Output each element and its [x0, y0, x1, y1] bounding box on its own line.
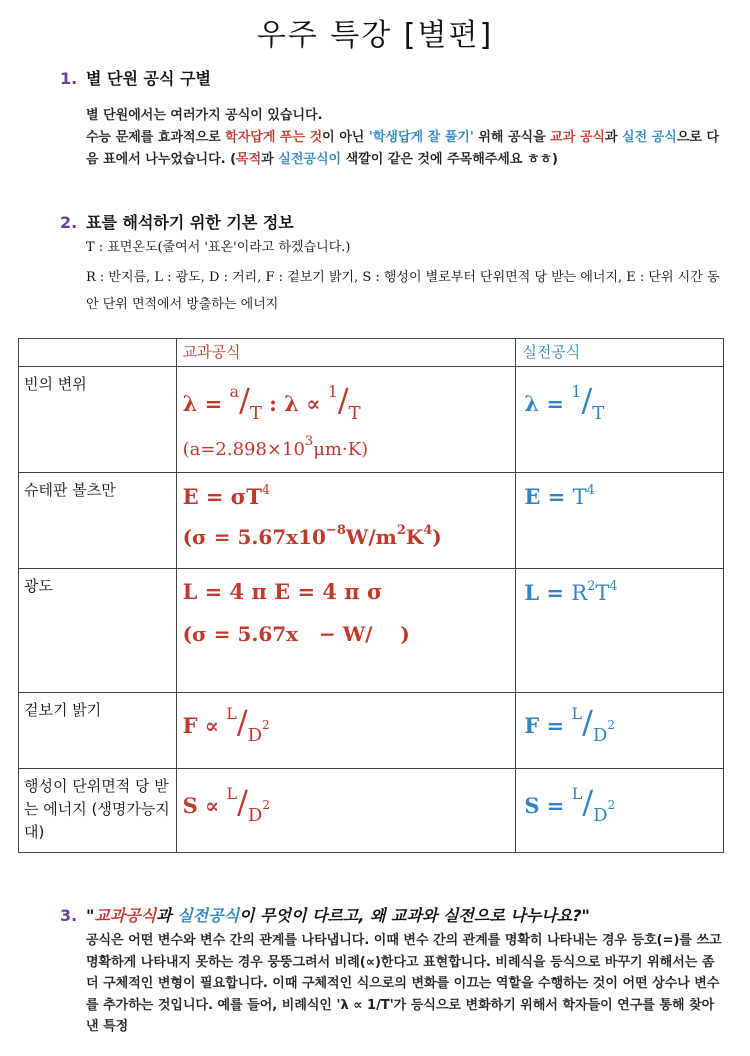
exponent: 2	[587, 579, 596, 594]
slash: /	[581, 381, 593, 419]
numerator: 1	[571, 382, 582, 401]
fraction	[328, 381, 361, 424]
section-1-heading	[60, 66, 211, 89]
constant-text: K	[405, 525, 424, 549]
slash: /	[239, 381, 250, 419]
slash: /	[582, 703, 593, 741]
exponent: 4	[586, 483, 595, 498]
stefan-constant	[183, 523, 510, 549]
constant-text: (σ = 5.67x10	[182, 525, 326, 549]
highlight-blue: 실전공식이	[278, 152, 342, 167]
formula-text: λ =	[524, 391, 564, 416]
row-label: 광도	[19, 569, 177, 693]
denominator: T	[249, 403, 262, 424]
fraction	[572, 783, 615, 826]
variable: R	[571, 581, 588, 605]
denominator: T	[348, 403, 361, 424]
table-row	[19, 569, 724, 693]
text-run: 이 아닌	[322, 130, 369, 145]
slash: /	[237, 783, 248, 821]
energy-formula	[183, 783, 510, 826]
formula-text: E = σT	[182, 484, 262, 509]
section-number: 2.	[60, 213, 78, 232]
highlight-blue: '학생답게 잘 풀기'	[368, 130, 474, 145]
wien-textbook-cell	[176, 367, 516, 473]
text-run: 으로 다음 표에서 나누었습니다. (	[86, 130, 719, 167]
fraction	[226, 703, 269, 746]
header-empty-cell	[19, 339, 177, 367]
highlight-blue: 실전공식	[177, 906, 240, 925]
formula-text: F =	[524, 713, 572, 738]
highlight-red: 학자답게 푸는 것	[225, 130, 323, 145]
constant-unit: μm·K)	[313, 439, 369, 460]
exponent: 2	[262, 798, 270, 812]
luminosity-practical-cell	[516, 569, 724, 693]
header-textbook: 교과공식	[176, 339, 516, 367]
row-label: 겉보기 밝기	[19, 693, 177, 769]
row-label: 슈테판 볼츠만	[19, 473, 177, 569]
exponent: 4	[609, 579, 618, 594]
formula-text: S ∝	[182, 793, 227, 818]
section-1-body	[86, 105, 720, 171]
luminosity-practical-formula	[524, 579, 715, 605]
wien-formula	[183, 381, 510, 424]
constant-text: (a=2.898×10	[182, 439, 305, 460]
exponent: 3	[304, 434, 314, 449]
table-row	[19, 367, 724, 473]
luminosity-constant: (σ = 5.67x − W/ )	[182, 622, 410, 646]
formula-text: E =	[524, 484, 573, 509]
exponent: −8	[325, 523, 346, 538]
text-run: 과	[604, 130, 623, 145]
fraction	[230, 381, 262, 424]
formula-text: λ =	[182, 391, 223, 416]
temperature-note: T : 표면온도(줄여서 '표온'이라고 하겠습니다.)	[86, 240, 351, 255]
constant-text: W/m	[345, 525, 397, 549]
numerator: L	[226, 784, 238, 803]
text-run: 과	[261, 152, 279, 167]
stefan-textbook-cell	[176, 473, 516, 569]
section-3-question	[60, 903, 590, 926]
denominator: D	[247, 805, 263, 826]
exponent: 2	[396, 523, 406, 538]
luminosity-textbook-cell	[176, 569, 516, 693]
brightness-practical-cell	[516, 693, 724, 769]
wien-constant	[183, 434, 510, 460]
exponent: 2	[262, 718, 270, 732]
table-row	[19, 693, 724, 769]
text-run: 색깔이 같은 것에 주목해주세요 ㅎㅎ)	[341, 152, 559, 167]
highlight-red: 교과 공식	[550, 130, 605, 145]
table-header-row	[19, 339, 724, 367]
slash: /	[582, 783, 594, 821]
constant-text: )	[432, 525, 442, 549]
variable: T	[572, 485, 587, 509]
slash: /	[236, 703, 248, 741]
stefan-practical-formula	[524, 483, 715, 509]
highlight-blue: 실전 공식	[622, 130, 677, 145]
text-run: 수능 문제를 효과적으로	[86, 130, 226, 145]
table-row	[19, 769, 724, 853]
formula-text: : λ ∝	[261, 391, 328, 416]
text-run: 과	[156, 906, 178, 925]
numerator: L	[571, 704, 583, 723]
fraction	[226, 783, 269, 826]
highlight-red: 목적	[236, 152, 262, 167]
variables-note: R : 반지름, L : 광도, D : 거리, F : 겉보기 밝기, S : 행성이 별로부터 단위면적 당 받는 에너지, E : 단위 시간 동안 단위 면적에서 방출하는 에너지	[86, 270, 720, 312]
numerator: L	[226, 704, 237, 723]
stefan-practical-cell	[516, 473, 724, 569]
section-number: 3.	[60, 906, 78, 925]
section-3-body: 공식은 어떤 변수와 변수 간의 관계를 나타냅니다. 이때 변수 간의 관계를 명확히 나타내는 경우 등호(=)를 쓰고 명확하게 나타내지 못하는 경우 뭉뚱그려서 비례(∝)한다고 표현합니다. 비례식을 등식으로 바꾸기 위해서는 좀 더 구체적인 변형이 필요합니다. 이때 구체적인 식으로의 변화를 이끄는 역할을 수행하는 것이 어떤 상수나 변수를 추가하는 것입니다. 예를 들어, 비례식인 'λ ∝ 1/T'가 등식으로 변화하기 위해서 학자들이 연구를 통해 찾아낸 특정	[86, 933, 722, 1034]
numerator: 1	[327, 382, 338, 401]
denominator: D	[247, 725, 263, 746]
formula-table	[18, 338, 724, 853]
row-label: 빈의 변위	[19, 367, 177, 473]
formula-text: L =	[524, 580, 572, 605]
exponent: 2	[607, 798, 616, 812]
brightness-practical-formula	[524, 703, 715, 746]
stefan-formula	[183, 483, 510, 509]
row-label: 행성이 단위면적 당 받는 에너지 (생명가능지대)	[19, 769, 177, 853]
fraction	[571, 703, 614, 746]
intro-paragraph	[86, 127, 720, 171]
numerator: a	[229, 382, 240, 401]
luminosity-formula: L = 4 π E = 4 π σ	[182, 579, 383, 604]
section-2-info	[86, 236, 726, 318]
page-title: 우주 특강 [별편]	[256, 18, 494, 53]
brightness-textbook-cell	[176, 693, 516, 769]
energy-practical-cell	[516, 769, 724, 853]
denominator: D	[592, 725, 608, 746]
brightness-formula	[183, 703, 510, 746]
wien-practical-cell	[516, 367, 724, 473]
variable: T	[595, 581, 610, 605]
formula-text: S =	[524, 793, 572, 818]
table-row	[19, 473, 724, 569]
section-title: 별 단원 공식 구별	[86, 69, 211, 88]
text-run: 위해 공식을	[473, 130, 551, 145]
exponent: 2	[607, 718, 615, 732]
denominator: T	[592, 403, 605, 424]
section-2-heading	[60, 210, 294, 233]
fraction	[571, 381, 604, 424]
text-run: "	[86, 906, 95, 925]
exponent: 4	[261, 483, 271, 498]
intro-line: 별 단원에서는 여러가지 공식이 있습니다.	[86, 108, 323, 123]
numerator: L	[571, 784, 583, 803]
wien-practical-formula	[524, 381, 715, 424]
header-practical: 실전공식	[516, 339, 724, 367]
section-number: 1.	[60, 69, 78, 88]
formula-text: F ∝	[182, 713, 227, 738]
exponent: 4	[423, 523, 433, 538]
denominator: D	[593, 805, 608, 826]
slash: /	[337, 381, 349, 419]
energy-practical-formula	[524, 783, 715, 826]
energy-textbook-cell	[176, 769, 516, 853]
highlight-red: 교과공식	[94, 906, 157, 925]
section-title: 표를 해석하기 위한 기본 정보	[86, 213, 294, 232]
text-run: 이 무엇이 다르고, 왜 교과와 실전으로 나누나요?"	[239, 906, 590, 925]
